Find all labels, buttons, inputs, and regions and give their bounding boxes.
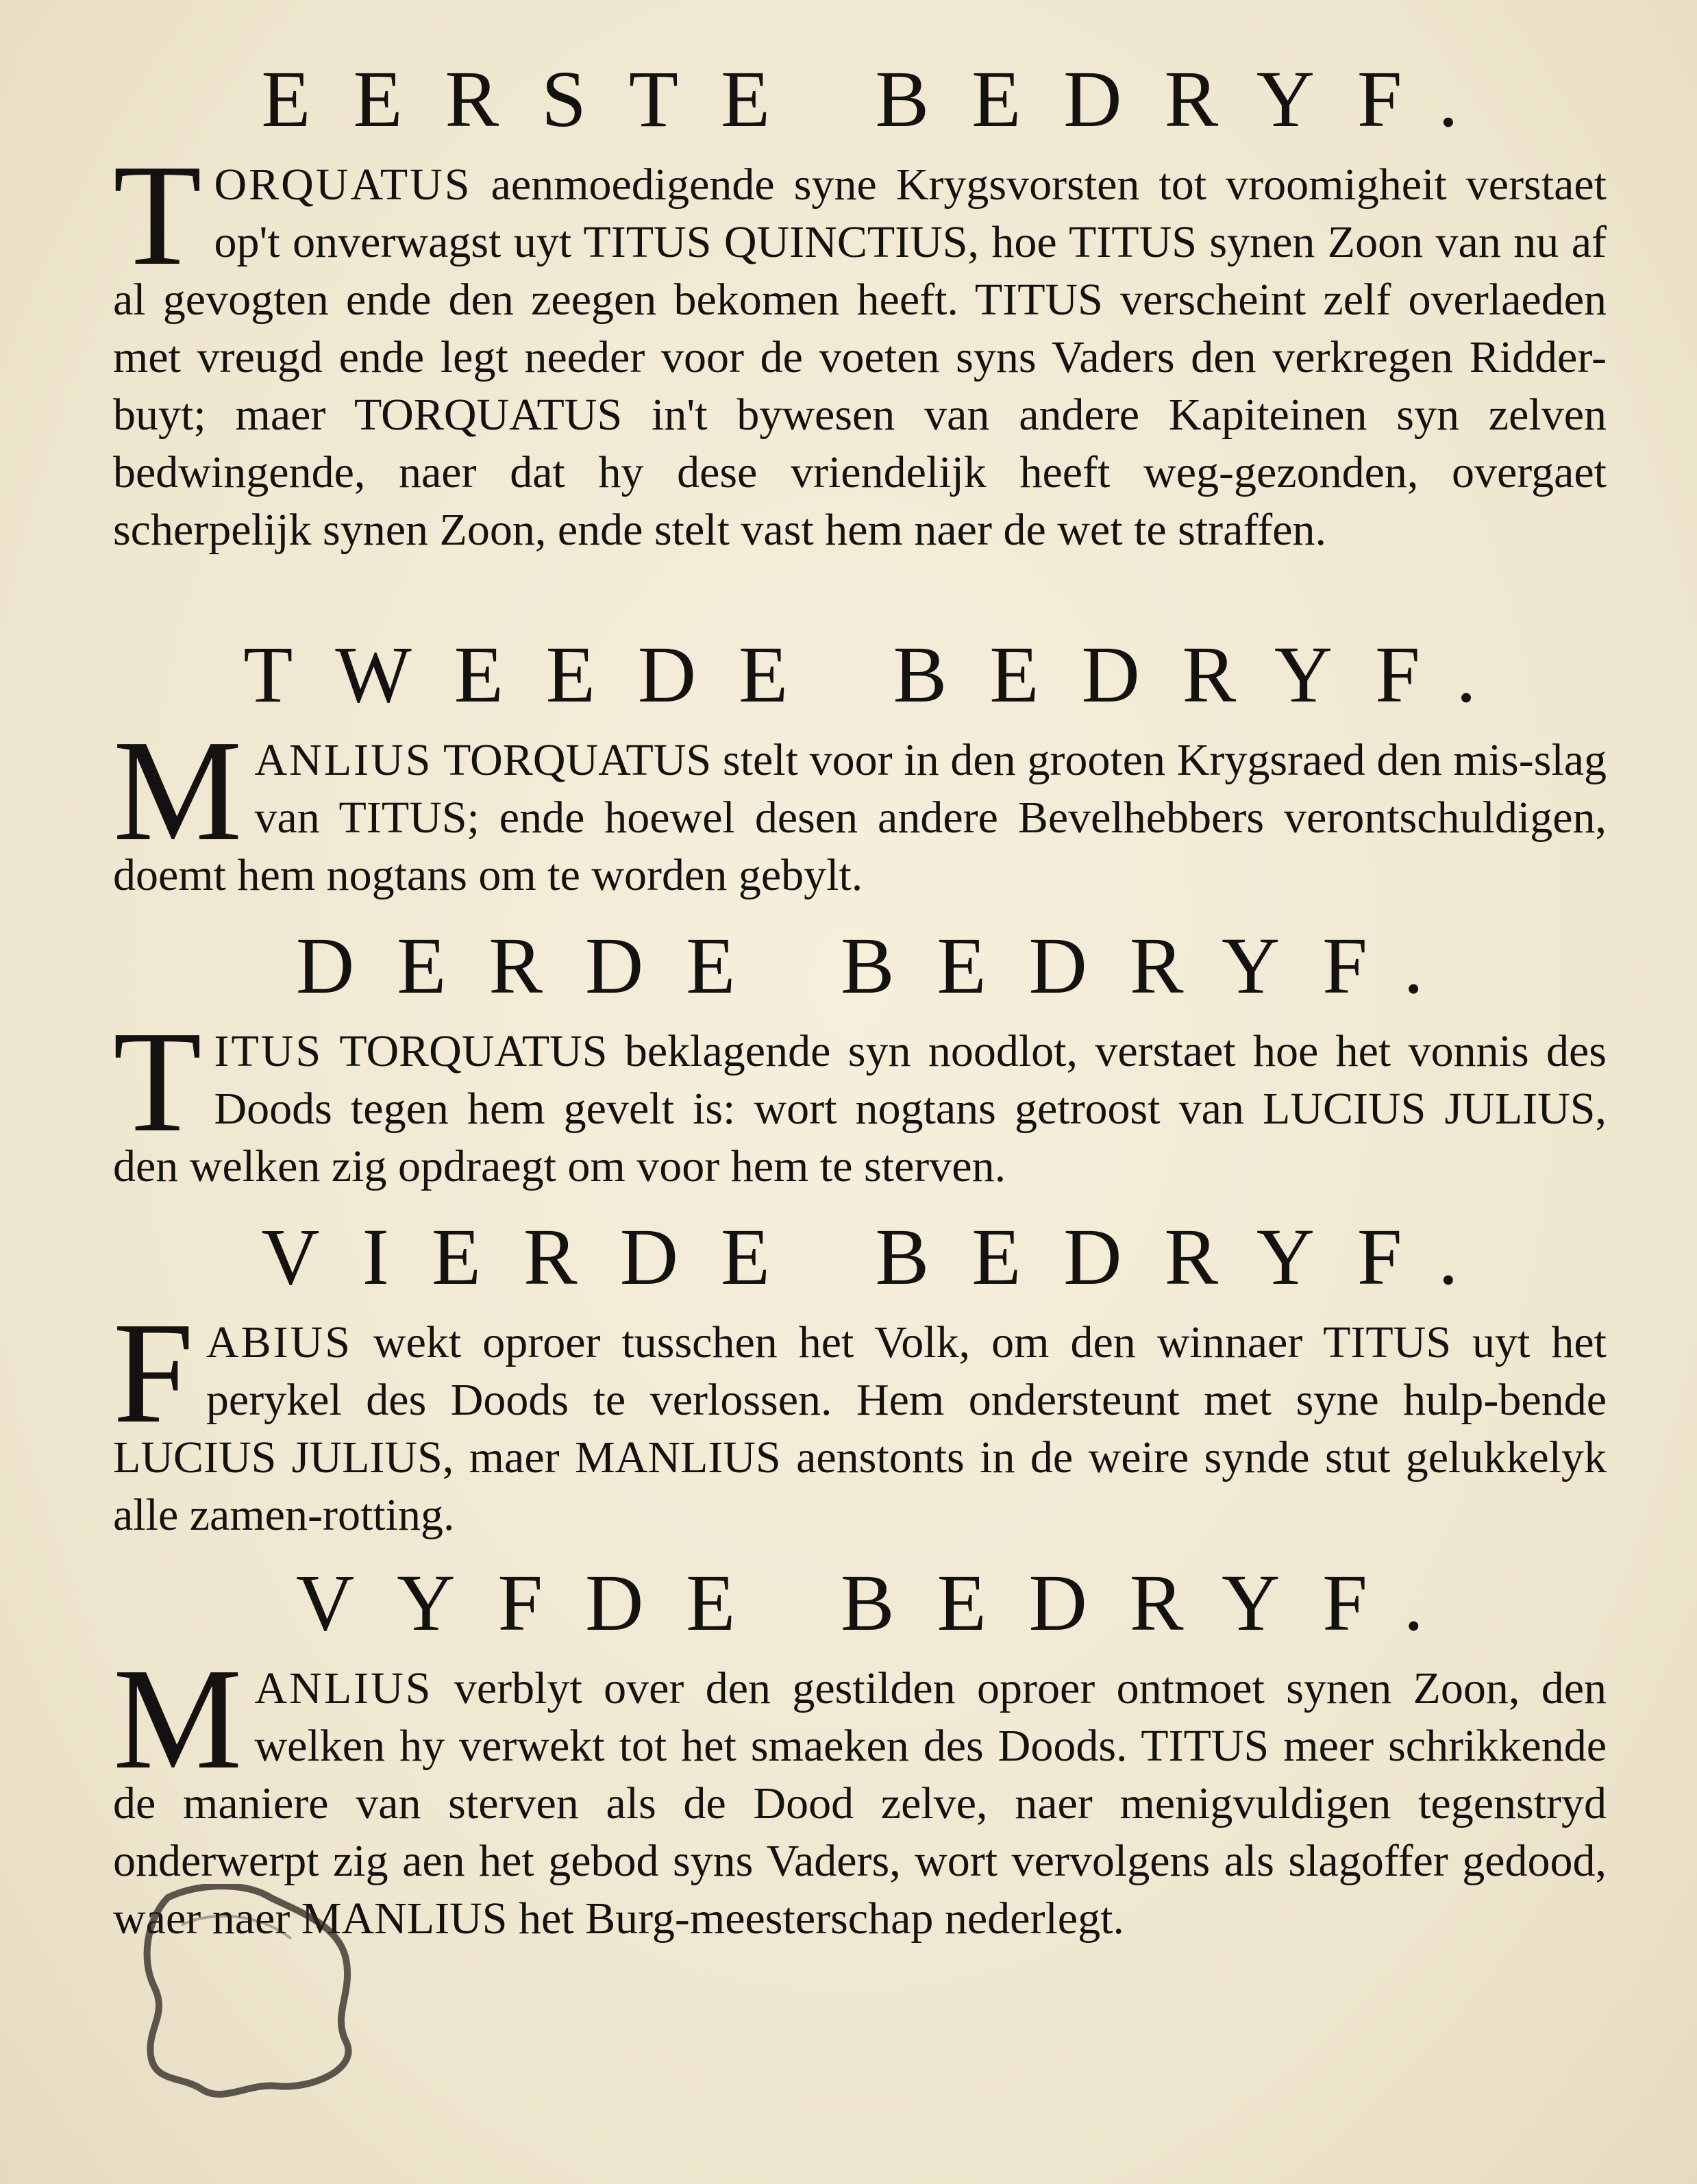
act-2-summary [113, 710, 1607, 904]
act-1-lead: ORQUATUS [214, 160, 472, 210]
act-4-lead: ABIUS [206, 1317, 352, 1367]
act-3-lead: ITUS [214, 1026, 323, 1076]
act-4-summary [113, 1292, 1607, 1544]
act-3-initial: T [113, 1001, 202, 1162]
act-2-lead: ANLIUS [254, 735, 433, 785]
act-4 [113, 1206, 1607, 1544]
act-4-text: wekt oproer tusschen het Volk, om den winnaer TITUS uyt het perykel des Doods te verlossen. Hem ondersteunt met syne hulp-bende LUCIUS JULIUS, maer MANLIUS aenstonts in de weire synde stut gelukkelyk alle zamen-rotting. [113, 1317, 1607, 1540]
act-1-heading: EERSTE BEDRYF. [261, 54, 1501, 144]
act-1-summary [113, 134, 1607, 559]
act-3 [113, 915, 1607, 1195]
act-2 [113, 623, 1607, 904]
act-1-initial: T [113, 134, 202, 295]
act-3-heading: DERDE BEDRYF. [296, 921, 1466, 1010]
act-5-lead: ANLIUS [254, 1663, 433, 1713]
act-5-text: verblyt over den gestilden oproer ontmoet synen Zoon, den welken hy verwekt tot het smaeken des Doods. TITUS meer schrikkende de maniere van sterven als de Dood zelve, naer menigvuldigen tegenstryd onderwerpt zig aen het gebod syns Vaders, wort vervolgens als slagoffer gedood, waer naer MANLIUS het Burg-meesterschap nederlegt. [113, 1663, 1607, 1944]
act-3-summary [113, 1001, 1607, 1195]
act-3-text: TORQUATUS beklagende syn noodlot, verstaet hoe het vonnis des Doods tegen hem gevelt is: wort nogtans getroost van LUCIUS JULIUS, den welken zig opdraegt om voor hem te sterven. [113, 1026, 1607, 1191]
act-2-heading: TWEEDE BEDRYF. [243, 630, 1519, 719]
act-1-text: aenmoedigende syne Krygsvorsten tot vroomigheit verstaet op't onverwagst uyt TITUS QUINCTIUS, hoe TITUS synen Zoon van nu af al gevogten ende den zeegen bekomen heeft. TITUS verscheint zelf overlaeden met vreugd ende legt needer voor de voeten syns Vaders den verkregen Ridder-buyt; maer TORQUATUS in't bywesen van andere Kapiteinen syn zelven bedwingende, naer dat hy dese vriendelijk heeft weg-gezonden, overgaet scherpelijk synen Zoon, ende stelt vast hem naer de wet te straffen. [113, 160, 1607, 555]
act-2-initial: M [113, 710, 243, 871]
act-4-heading: VIERDE BEDRYF. [261, 1212, 1501, 1302]
act-5-heading: VYFDE BEDRYF. [296, 1558, 1466, 1648]
act-2-text: TORQUATUS stelt voor in den grooten Krygsraed den mis-slag van TITUS; ende hoewel desen andere Bevelhebbers verontschuldigen, doemt hem nogtans om te worden gebylt. [113, 735, 1607, 900]
act-4-initial: F [113, 1292, 194, 1453]
act-1 [113, 48, 1607, 559]
ink-stain [140, 1884, 367, 2107]
act-5-initial: M [113, 1638, 243, 1799]
